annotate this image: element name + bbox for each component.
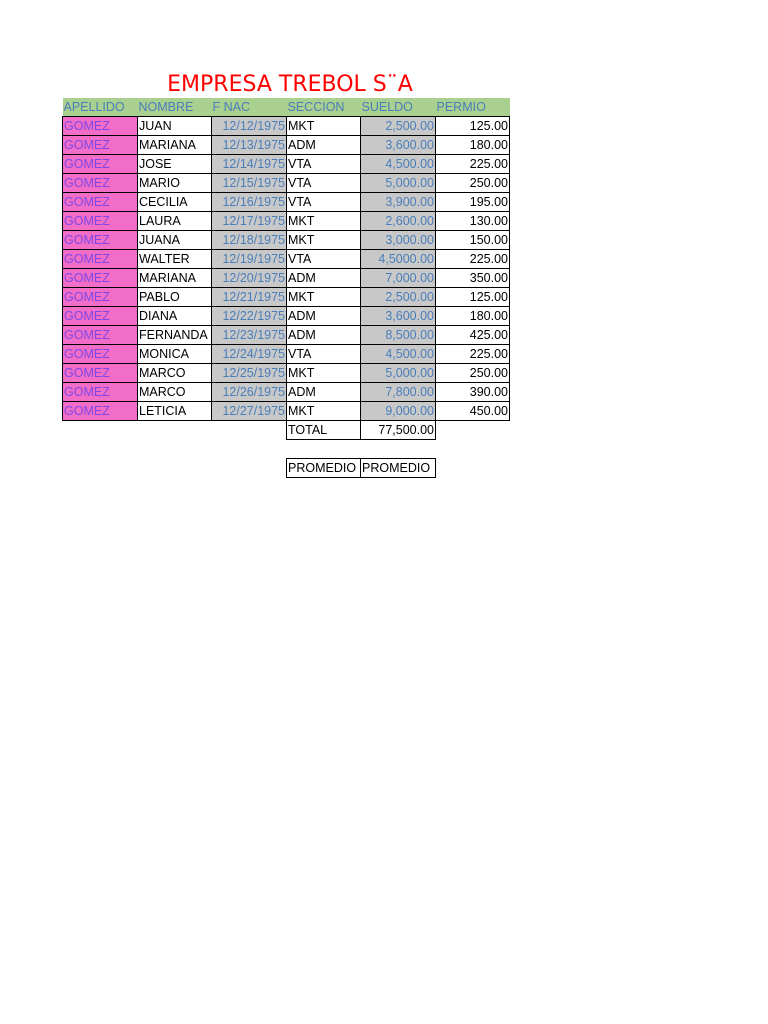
cell-apellido[interactable]: GOMEZ — [63, 117, 138, 136]
cell-nombre[interactable]: MARCO — [138, 364, 212, 383]
cell-permio[interactable]: 225.00 — [436, 345, 510, 364]
cell-permio[interactable]: 250.00 — [436, 364, 510, 383]
cell-apellido[interactable]: GOMEZ — [63, 307, 138, 326]
cell-sueldo[interactable]: 2,500.00 — [361, 117, 436, 136]
cell-nombre[interactable]: FERNANDA — [138, 326, 212, 345]
promedio-label-1[interactable]: PROMEDIO — [287, 458, 361, 477]
cell-fnac[interactable]: 12/14/1975 — [212, 155, 287, 174]
cell-fnac[interactable]: 12/26/1975 — [212, 383, 287, 402]
empty-cell — [212, 440, 287, 459]
cell-fnac[interactable]: 12/20/1975 — [212, 269, 287, 288]
cell-apellido[interactable]: GOMEZ — [63, 193, 138, 212]
cell-fnac[interactable]: 12/23/1975 — [212, 326, 287, 345]
table-row — [63, 383, 510, 402]
sheet-title: EMPRESA TREBOL S¨A — [167, 72, 413, 97]
cell-permio[interactable]: 180.00 — [436, 136, 510, 155]
cell-nombre[interactable]: LETICIA — [138, 402, 212, 421]
total-value[interactable]: 77,500.00 — [361, 421, 436, 440]
table-row — [63, 326, 510, 345]
cell-sueldo[interactable]: 4,500.00 — [361, 155, 436, 174]
cell-sueldo[interactable]: 7,000.00 — [361, 269, 436, 288]
cell-seccion[interactable]: VTA — [287, 174, 361, 193]
cell-permio[interactable]: 350.00 — [436, 269, 510, 288]
cell-nombre[interactable]: JUAN — [138, 117, 212, 136]
table-row — [63, 364, 510, 383]
header-row — [63, 98, 510, 117]
cell-sueldo[interactable]: 5,000.00 — [361, 174, 436, 193]
cell-sueldo[interactable]: 3,900.00 — [361, 193, 436, 212]
cell-apellido[interactable]: GOMEZ — [63, 174, 138, 193]
cell-permio[interactable]: 195.00 — [436, 193, 510, 212]
header-nombre[interactable]: NOMBRE — [138, 98, 212, 117]
cell-apellido[interactable]: GOMEZ — [63, 136, 138, 155]
cell-sueldo[interactable]: 8,500.00 — [361, 326, 436, 345]
cell-seccion[interactable]: MKT — [287, 212, 361, 231]
cell-apellido[interactable]: GOMEZ — [63, 231, 138, 250]
employee-table — [62, 98, 510, 478]
cell-fnac[interactable]: 12/21/1975 — [212, 288, 287, 307]
cell-seccion[interactable]: MKT — [287, 402, 361, 421]
cell-fnac[interactable]: 12/15/1975 — [212, 174, 287, 193]
cell-fnac[interactable]: 12/16/1975 — [212, 193, 287, 212]
cell-apellido[interactable]: GOMEZ — [63, 345, 138, 364]
cell-seccion[interactable]: MKT — [287, 288, 361, 307]
empty-cell — [361, 440, 436, 459]
header-apellido[interactable]: APELLIDO — [63, 98, 138, 117]
cell-seccion[interactable]: MKT — [287, 117, 361, 136]
cell-permio[interactable]: 225.00 — [436, 155, 510, 174]
cell-apellido[interactable]: GOMEZ — [63, 364, 138, 383]
cell-fnac[interactable]: 12/13/1975 — [212, 136, 287, 155]
table-row — [63, 117, 510, 136]
cell-permio[interactable]: 125.00 — [436, 288, 510, 307]
cell-permio[interactable]: 225.00 — [436, 250, 510, 269]
table-row — [63, 250, 510, 269]
cell-apellido[interactable]: GOMEZ — [63, 155, 138, 174]
cell-seccion[interactable]: VTA — [287, 345, 361, 364]
table-row — [63, 212, 510, 231]
cell-nombre[interactable]: CECILIA — [138, 193, 212, 212]
cell-seccion[interactable]: MKT — [287, 231, 361, 250]
cell-nombre[interactable]: MONICA — [138, 345, 212, 364]
cell-seccion[interactable]: ADM — [287, 326, 361, 345]
spacer-row — [63, 440, 510, 459]
empty-cell — [287, 440, 361, 459]
cell-permio[interactable]: 180.00 — [436, 307, 510, 326]
cell-nombre[interactable]: DIANA — [138, 307, 212, 326]
cell-fnac[interactable]: 12/19/1975 — [212, 250, 287, 269]
cell-seccion[interactable]: MKT — [287, 364, 361, 383]
cell-permio[interactable]: 250.00 — [436, 174, 510, 193]
cell-sueldo[interactable]: 5,000.00 — [361, 364, 436, 383]
cell-apellido[interactable]: GOMEZ — [63, 326, 138, 345]
cell-fnac[interactable]: 12/12/1975 — [212, 117, 287, 136]
cell-fnac[interactable]: 12/25/1975 — [212, 364, 287, 383]
cell-apellido[interactable]: GOMEZ — [63, 250, 138, 269]
cell-nombre[interactable]: MARIANA — [138, 269, 212, 288]
cell-fnac[interactable]: 12/18/1975 — [212, 231, 287, 250]
cell-permio[interactable]: 425.00 — [436, 326, 510, 345]
cell-permio[interactable]: 450.00 — [436, 402, 510, 421]
total-label[interactable]: TOTAL — [287, 421, 361, 440]
cell-apellido[interactable]: GOMEZ — [63, 383, 138, 402]
table-row — [63, 136, 510, 155]
cell-sueldo[interactable]: 9,000.00 — [361, 402, 436, 421]
table-row — [63, 402, 510, 421]
employee-table-body — [63, 98, 510, 477]
table-row — [63, 231, 510, 250]
empty-cell — [436, 458, 510, 477]
cell-nombre[interactable]: MARIANA — [138, 136, 212, 155]
cell-nombre[interactable]: JUANA — [138, 231, 212, 250]
header-permio[interactable]: PERMIO — [436, 98, 510, 117]
empty-cell — [436, 421, 510, 440]
cell-sueldo[interactable]: 3,600.00 — [361, 307, 436, 326]
cell-apellido[interactable]: GOMEZ — [63, 402, 138, 421]
cell-fnac[interactable]: 12/27/1975 — [212, 402, 287, 421]
cell-seccion[interactable]: ADM — [287, 136, 361, 155]
empty-cell — [138, 421, 212, 440]
cell-sueldo[interactable]: 4,500.00 — [361, 345, 436, 364]
empty-cell — [212, 421, 287, 440]
cell-nombre[interactable]: MARCO — [138, 383, 212, 402]
cell-permio[interactable]: 130.00 — [436, 212, 510, 231]
cell-sueldo[interactable]: 4,5000.00 — [361, 250, 436, 269]
header-fnac[interactable]: F NAC — [212, 98, 287, 117]
promedio-label-2[interactable]: PROMEDIO — [361, 458, 436, 477]
cell-permio[interactable]: 390.00 — [436, 383, 510, 402]
total-row — [63, 421, 510, 440]
empty-cell — [63, 440, 138, 459]
cell-sueldo[interactable]: 2,500.00 — [361, 288, 436, 307]
table-row — [63, 269, 510, 288]
empty-cell — [138, 458, 212, 477]
header-sueldo[interactable]: SUELDO — [361, 98, 436, 117]
header-seccion[interactable]: SECCION — [287, 98, 361, 117]
table-row — [63, 155, 510, 174]
cell-nombre[interactable]: JOSE — [138, 155, 212, 174]
cell-fnac[interactable]: 12/17/1975 — [212, 212, 287, 231]
cell-apellido[interactable]: GOMEZ — [63, 269, 138, 288]
cell-seccion[interactable]: VTA — [287, 250, 361, 269]
cell-permio[interactable]: 150.00 — [436, 231, 510, 250]
empty-cell — [138, 440, 212, 459]
cell-apellido[interactable]: GOMEZ — [63, 212, 138, 231]
empty-cell — [63, 421, 138, 440]
cell-apellido[interactable]: GOMEZ — [63, 288, 138, 307]
empty-cell — [436, 440, 510, 459]
cell-nombre[interactable]: WALTER — [138, 250, 212, 269]
table-row — [63, 345, 510, 364]
table-row — [63, 174, 510, 193]
promedio-row — [63, 458, 510, 477]
cell-fnac[interactable]: 12/22/1975 — [212, 307, 287, 326]
empty-cell — [212, 458, 287, 477]
cell-seccion[interactable]: ADM — [287, 383, 361, 402]
table-row — [63, 307, 510, 326]
cell-nombre[interactable]: LAURA — [138, 212, 212, 231]
cell-permio[interactable]: 125.00 — [436, 117, 510, 136]
cell-sueldo[interactable]: 3,000.00 — [361, 231, 436, 250]
cell-sueldo[interactable]: 3,600.00 — [361, 136, 436, 155]
cell-sueldo[interactable]: 7,800.00 — [361, 383, 436, 402]
cell-sueldo[interactable]: 2,600.00 — [361, 212, 436, 231]
cell-seccion[interactable]: VTA — [287, 155, 361, 174]
empty-cell — [63, 458, 138, 477]
cell-seccion[interactable]: ADM — [287, 307, 361, 326]
table-row — [63, 288, 510, 307]
cell-seccion[interactable]: VTA — [287, 193, 361, 212]
cell-fnac[interactable]: 12/24/1975 — [212, 345, 287, 364]
cell-nombre[interactable]: MARIO — [138, 174, 212, 193]
cell-nombre[interactable]: PABLO — [138, 288, 212, 307]
table-row — [63, 193, 510, 212]
cell-seccion[interactable]: ADM — [287, 269, 361, 288]
